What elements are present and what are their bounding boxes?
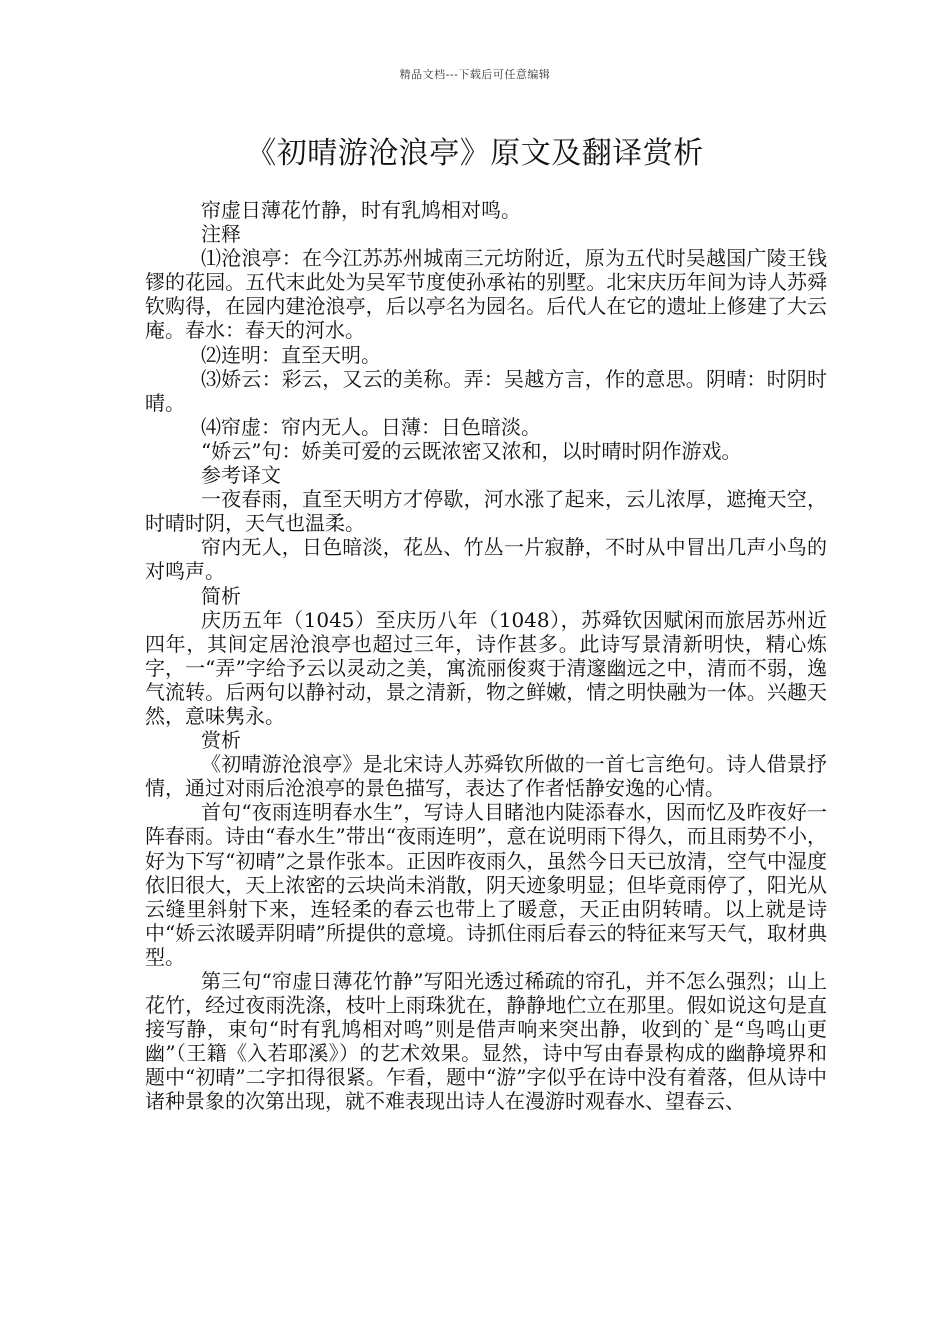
appreciation-paragraph: 《初晴游沧浪亭》是北宋诗人苏舜钦所做的一首七言绝句。诗人借景抒情，通过对雨后沧浪亭的景色描写，表达了作者恬静安逸的心情。 xyxy=(145,752,827,801)
analysis-paragraph: 庆历五年（1045）至庆历八年（1048），苏舜钦因赋闲而旅居苏州近四年，其间定居沧浪亭也超过三年，诗作甚多。此诗写景清新明快，精心炼字，一“弄”字给予云以灵动之美，寓流丽俊爽于清邃幽远之中，清而不弱，逸气流转。后两句以静衬动，景之清新，物之鲜嫩，情之明快融为一体。兴趣天然，意味隽永。 xyxy=(145,607,827,728)
translation-paragraph: 一夜春雨，直至天明方才停歇，河水涨了起来，云儿浓厚，遮掩天空，时晴时阴，天气也温柔。 xyxy=(145,487,827,536)
translation-paragraph: 帘内无人，日色暗淡，花丛、竹丛一片寂静，不时从中冒出几声小鸟的对鸣声。 xyxy=(145,535,827,584)
appreciation-paragraph: 第三句“帘虚日薄花竹静”写阳光透过稀疏的帘孔，并不怎么强烈；山上花竹，经过夜雨洗涤，枝叶上雨珠犹在，静静地伫立在那里。假如说这句是直接写静，束句“时有乳鸠相对鸣”则是借声响来突出静，收到的`是“鸟鸣山更幽”（王籍《入若耶溪》）的艺术效果。显然，诗中写由春景构成的幽静境界和题中“初晴”二字扣得很紧。乍看，题中“游”字似乎在诗中没有着落，但从诗中诸种景象的次第出现，就不难表现出诗人在漫游时观春水、望春云、 xyxy=(145,969,827,1114)
note-paragraph: ⑵连明：直至天明。 xyxy=(201,342,381,367)
note-paragraph: ⑷帘虚：帘内无人。日薄：日色暗淡。 xyxy=(201,414,541,439)
section-heading-appreciation: 赏析 xyxy=(201,728,241,753)
page-header-note: 精品文档---下载后可任意编辑 xyxy=(399,68,551,81)
note-paragraph: ⑴沧浪亭：在今江苏苏州城南三元坊附近，原为五代时吴越国广陵王钱镠的花园。五代末此处为吴军节度使孙承祐的别墅。北宋庆历年间为诗人苏舜钦购得，在园内建沧浪亭，后以亭名为园名。后代人在它的遗址上修建了大云庵。春水：春天的河水。 xyxy=(145,246,827,343)
section-heading-notes: 注释 xyxy=(201,222,241,247)
poem-line: 帘虚日薄花竹静，时有乳鸠相对鸣。 xyxy=(201,198,521,222)
note-paragraph: “娇云”句：娇美可爱的云既浓密又浓和，以时晴时阴作游戏。 xyxy=(201,438,742,463)
note-paragraph: ⑶娇云：彩云，又云的美称。弄：吴越方言，作的意思。阴晴：时阴时晴。 xyxy=(145,366,827,415)
section-heading-brief-analysis: 简析 xyxy=(201,583,241,608)
section-heading-translation: 参考译文 xyxy=(201,463,281,488)
document-title: 《初晴游沧浪亭》原文及翻译赏析 xyxy=(246,136,704,171)
document-body xyxy=(145,198,827,1114)
appreciation-paragraph: 首句“夜雨连明春水生”，写诗人目睹池内陡添春水，因而忆及昨夜好一阵春雨。诗由“春水生”带出“夜雨连明”，意在说明雨下得久，而且雨势不小，好为下写“初晴”之景作张本。正因昨夜雨久，虽然今日天已放清，空气中湿度依旧很大，天上浓密的云块尚未消散，阴天迹象明显；但毕竟雨停了，阳光从云缝里斜射下来，连轻柔的春云也带上了暖意，天正由阴转晴。以上就是诗中“娇云浓暖弄阴晴”所提供的意境。诗抓住雨后春云的特征来写天气，取材典型。 xyxy=(145,800,827,969)
